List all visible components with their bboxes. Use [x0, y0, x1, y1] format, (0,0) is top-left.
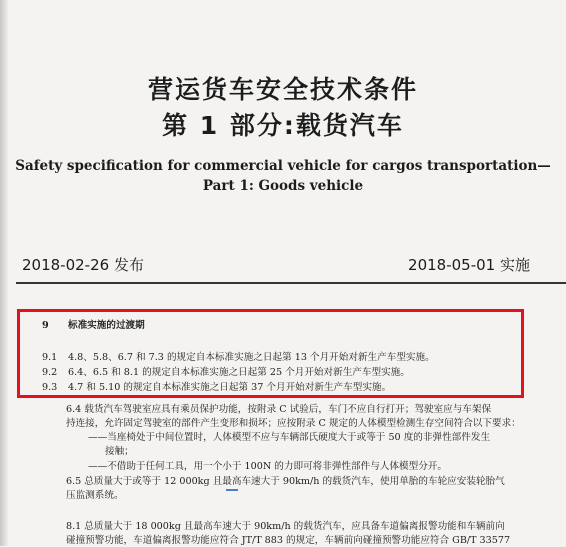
- clause-text: 4.8、5.8、6.7 和 7.3 的规定自本标准实施之日起第 13 个月开始对新生产车型实施。: [68, 352, 435, 363]
- body-line: ——不借助于任何工具，用一个小于 100N 的力即可将非弹性部件与人体模型分开。: [88, 461, 447, 472]
- title-en-line2: Part 1: Goods vehicle: [202, 178, 364, 194]
- section-number: 9: [42, 320, 49, 331]
- clause-9-1: [42, 352, 435, 364]
- header-rule: [16, 282, 566, 284]
- clause-number: 9.3: [42, 382, 58, 393]
- blue-pen-mark: [226, 489, 238, 491]
- body-line: 接触；: [105, 446, 134, 457]
- body-line: 8.1 总质量大于 18 000kg 且最高车速大于 90km/h 的载货汽车，应具备车道偏离报警功能和车辆前向: [66, 521, 505, 532]
- body-line: 碰撞预警功能，车道偏离报警功能应符合 JT/T 883 的规定，车辆前向碰撞预警功能应符合 GB/T 33577: [66, 535, 511, 546]
- clause-9-2: [42, 367, 410, 379]
- body-line: 持连接，允许固定驾驶室的部件产生变形和损坏；应按附录 C 规定的人体模型检测生存空间符合以下要求：: [66, 418, 521, 429]
- clause-text: 4.7 和 5.10 的规定自本标准实施之日起第 37 个月开始对新生产车型实施。: [68, 382, 392, 393]
- clause-text: 6.4、6.5 和 8.1 的规定自本标准实施之日起第 25 个月开始对新生产车型实施。: [68, 367, 410, 378]
- clause-9-3: [42, 382, 391, 394]
- clause-number: 9.1: [42, 352, 58, 363]
- title-cn-line1: 营运货车安全技术条件: [147, 75, 418, 104]
- publish-date: 2018-02-26 发布: [22, 256, 144, 274]
- body-line: 6.4 载货汽车驾驶室应具有乘员保护功能，按附录 C 试验后，车门不应自行打开；驾驶室应与车架保: [66, 404, 492, 415]
- title-cn-line2: 第 1 部分:载货汽车: [162, 111, 404, 140]
- title-en-line1: Safety specification for commercial vehicle for cargos transportation—: [15, 158, 551, 174]
- section-9-heading: [42, 320, 145, 332]
- effective-date: 2018-05-01 实施: [408, 256, 530, 274]
- body-line: ——当座椅处于中间位置时，人体模型不应与车辆部氏硬度大于或等于 50 度的非弹性部件发生: [88, 432, 491, 443]
- body-line: 压监测系统。: [66, 490, 124, 501]
- clause-number: 9.2: [42, 367, 58, 378]
- section-title: 标准实施的过渡期: [68, 320, 145, 331]
- body-line: 6.5 总质量大于或等于 12 000kg 且最高车速大于 90km/h 的载货汽车，使用单胎的车轮应安装轮胎气: [66, 476, 505, 487]
